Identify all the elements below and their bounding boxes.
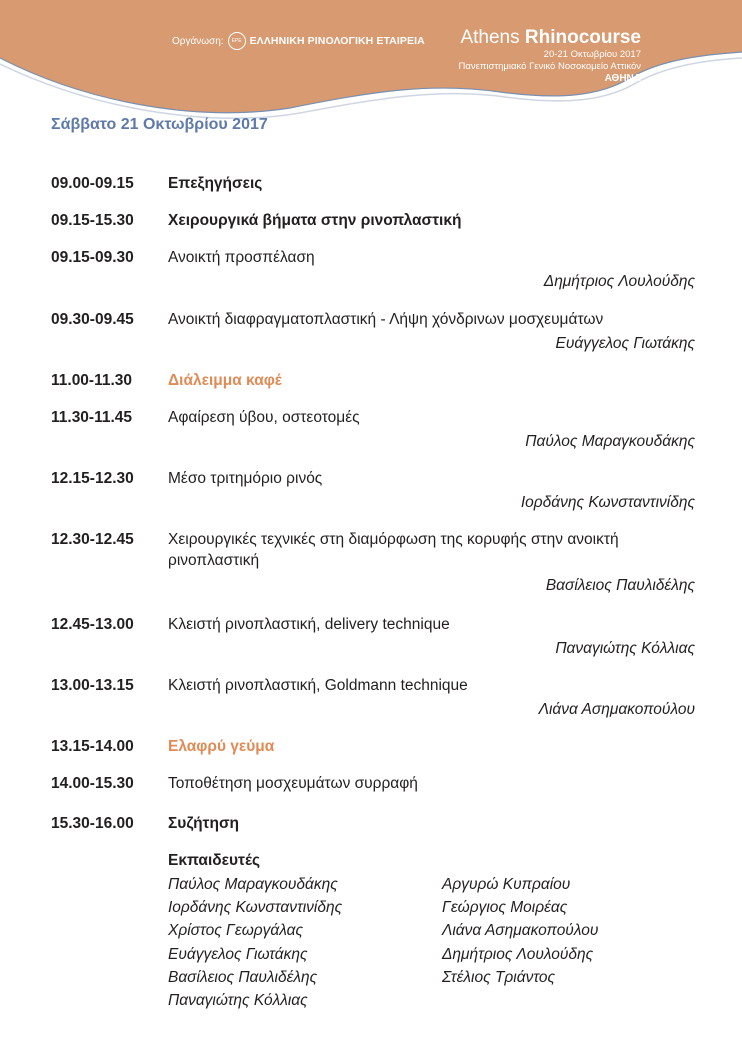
session-time: 13.15-14.00 [51,738,134,755]
trainers-column-left [168,873,342,1012]
session-speaker: Παναγιώτης Κόλλιας [555,640,695,657]
trainer-name: Παναγιώτης Κόλλιας [168,992,308,1010]
session-title: Χειρουργικές τεχνικές στη διαμόρφωση της κορυφής στην ανοικτή ρινοπλαστική [168,531,619,569]
session-time: 12.15-12.30 [51,470,134,487]
trainers-heading: Εκπαιδευτές [168,852,261,869]
session-time: 11.30-11.45 [51,409,133,426]
organizer-name: ΕΛΛΗΝΙΚΗ ΡΙΝΟΛΟΓΙΚΗ ΕΤΑΙΡΕΙΑ [249,35,425,47]
session-time: 12.30-12.45 [51,531,134,548]
session-title: Επεξηγήσεις [168,175,263,192]
session-title: Κλειστή ρινοπλαστική, Goldmann technique [168,677,468,694]
session-title: Τοποθέτηση μοσχευμάτων συρραφή [168,775,418,792]
session-time: 09.15-09.30 [51,249,134,266]
session-speaker: Παύλος Μαραγκουδάκης [525,433,695,450]
event-name-light: Athens [460,27,520,48]
day-title: Σάββατο 21 Οκτωβρίου 2017 [51,116,268,133]
header-banner [0,0,742,125]
session-time: 09.30-09.45 [51,311,134,328]
logo-lettering: ΕΡΕ [231,38,242,44]
event-dates: 20-21 Οκτωβρίου 2017 [543,49,641,60]
coffee-break-title: Διάλειμμα καφέ [168,372,282,389]
session-title: Κλειστή ρινοπλαστική, delivery technique [168,616,450,633]
trainer-name: Βασίλειος Παυλιδέλης [168,968,318,986]
trainers-column-right [442,873,598,989]
session-title: Συζήτηση [168,815,240,832]
session-time: 12.45-13.00 [51,616,134,633]
trainer-name: Παύλος Μαραγκουδάκης [168,876,338,893]
organizer-block [172,32,425,50]
trainer-name: Αργυρώ Κυπραίου [442,876,571,893]
session-time: 15.30-16.00 [51,815,134,832]
society-logo-icon [228,32,246,50]
event-name [459,27,641,49]
session-title: Ανοικτή διαφραγματοπλαστική - Λήψη χόνδρινων μοσχευμάτων [168,311,604,328]
trainer-name: Γεώργιος Μοιρέας [442,899,568,917]
trainer-name: Στέλιος Τριάντος [442,968,556,986]
session-time: 14.00-15.30 [51,775,134,792]
session-speaker: Δημήτριος Λουλούδης [543,273,695,290]
session-time: 09.00-09.15 [51,175,134,192]
event-venue: Πανεπιστημιακό Γενικό Νοσοκομείο Αττικόν [458,61,641,72]
event-info [459,27,641,85]
trainer-name: Χρίστος Γεωργάλας [168,922,304,940]
lunch-break-title: Ελαφρύ γεύμα [168,738,275,755]
trainers-section [168,850,599,1010]
session-title: Ανοικτή προσπέλαση [168,249,315,266]
trainer-name: Λιάνα Ασημακοπούλου [442,922,599,940]
trainer-name: Δημήτριος Λουλούδης [442,945,594,963]
session-speaker: Ευάγγελος Γιωτάκης [555,335,695,352]
session-speaker: Ιορδάνης Κωνσταντινίδης [520,494,695,511]
session-speaker: Λιάνα Ασημακοπούλου [538,701,695,718]
event-name-bold: Rhinocourse [524,27,641,48]
event-city: ΑΘΗΝΑ [604,73,641,84]
session-title: Αφαίρεση ύβου, οστεοτομές [168,409,360,426]
session-time: 11.00-11.30 [51,372,133,389]
session-title: Μέσο τριτημόριο ρινός [168,470,323,487]
organizer-label: Οργάνωση: [172,35,224,47]
session-time: 09.15-15.30 [51,212,134,229]
session-speaker: Βασίλειος Παυλιδέλης [545,577,695,594]
session-time: 13.00-13.15 [51,677,134,694]
session-title: Χειρουργικά βήματα στην ρινοπλαστική [168,212,462,229]
trainer-name: Ευάγγελος Γιωτάκης [168,945,308,963]
trainer-name: Ιορδάνης Κωνσταντινίδης [168,899,343,917]
